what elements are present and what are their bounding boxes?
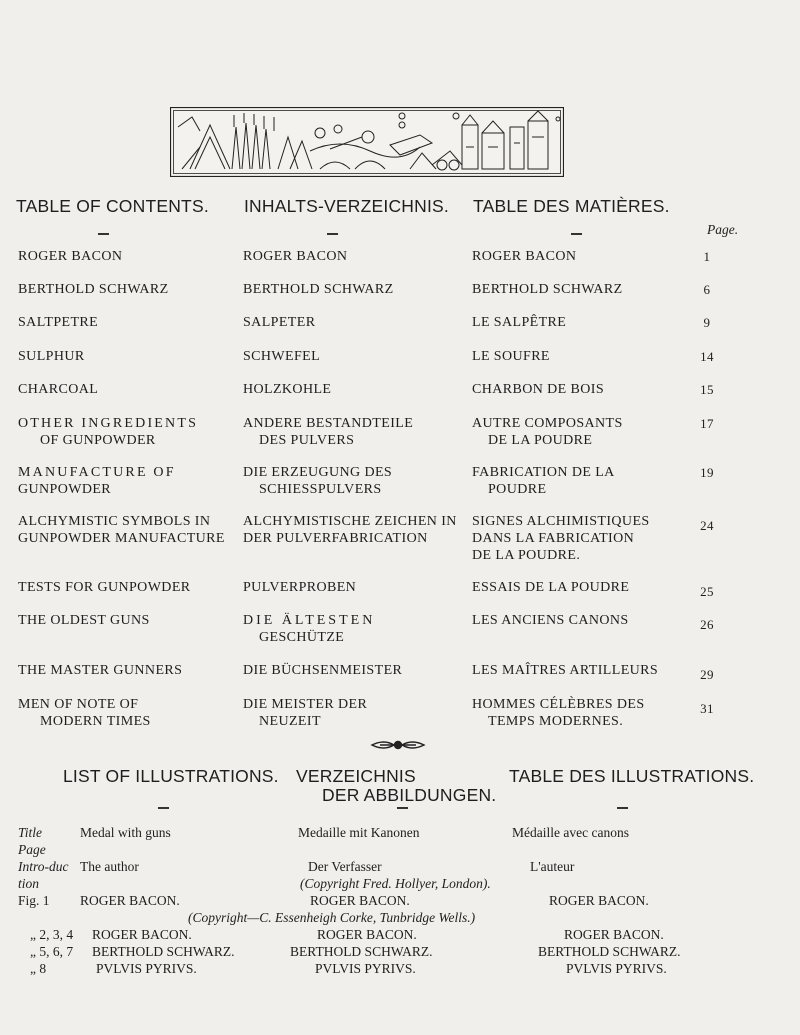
toc-entry-german <box>243 696 468 730</box>
illustration-caption-french: L'auteur <box>530 859 575 874</box>
illustrations-heading-german-line1: VERZEICHNIS <box>296 766 416 786</box>
toc-entry-german: PULVERPROBEN <box>243 580 357 595</box>
toc-entry-german <box>243 513 468 547</box>
illustration-caption-german: PVLVIS PYRIVS. <box>315 961 416 976</box>
battle-scene-engraving-icon <box>170 107 564 177</box>
illustration-caption-french: ROGER BACON. <box>564 927 664 942</box>
toc-page-number: 17 <box>700 416 714 431</box>
illustration-caption-german: BERTHOLD SCHWARZ. <box>290 944 433 959</box>
toc-entry-english <box>18 513 243 547</box>
line: DER PULVERFABRICATION <box>243 531 428 546</box>
toc-page-number: 19 <box>700 465 714 480</box>
illustration-reference: „ 2, 3, 4 <box>30 927 74 942</box>
illustration-caption-english: Medal with guns <box>80 825 171 840</box>
illustration-reference: Intro-duction <box>18 859 69 891</box>
fleuron-ornament-icon <box>370 738 426 752</box>
toc-entry-english: CHARCOAL <box>18 382 99 397</box>
toc-entry-english <box>18 415 243 449</box>
illustration-reference: „ 5, 6, 7 <box>30 944 74 959</box>
illustration-caption-french: PVLVIS PYRIVS. <box>566 961 667 976</box>
illustration-caption-french: ROGER BACON. <box>549 893 649 908</box>
illustrations-heading-french: TABLE DES ILLUSTRATIONS. <box>509 766 755 786</box>
toc-entry-french: ROGER BACON <box>472 249 577 264</box>
illustration-reference: Fig. 1 <box>18 893 50 908</box>
toc-entry-french: LE SALPÊTRE <box>472 315 567 330</box>
toc-entry-german <box>243 415 468 449</box>
illustration-caption-french: Médaille avec canons <box>512 825 629 840</box>
line: NEUZEIT <box>259 714 321 729</box>
toc-page-number: 25 <box>700 584 714 599</box>
line: FABRICATION DE LA <box>472 465 615 480</box>
illustration-caption-german: Medaille mit Kanonen <box>298 825 420 840</box>
divider <box>158 807 169 809</box>
toc-entry-german: ROGER BACON <box>243 249 348 264</box>
line: AUTRE COMPOSANTS <box>472 416 623 431</box>
divider <box>617 807 628 809</box>
toc-page-number: 1 <box>703 249 711 264</box>
line: DIE ERZEUGUNG DES <box>243 465 393 480</box>
line: DIE MEISTER DER <box>243 697 368 712</box>
toc-page-number: 6 <box>703 282 711 297</box>
illustration-caption-english: PVLVIS PYRIVS. <box>96 961 197 976</box>
toc-entry-english: THE OLDEST GUNS <box>18 613 150 628</box>
line: MANUFACTURE OF <box>18 465 176 480</box>
illustration-caption-english: BERTHOLD SCHWARZ. <box>92 944 235 959</box>
illustration-reference: „ 8 <box>30 961 47 976</box>
line: GUNPOWDER MANUFACTURE <box>18 531 225 546</box>
toc-entry-german: HOLZKOHLE <box>243 382 332 397</box>
line: GUNPOWDER <box>18 482 112 497</box>
toc-page-number: 26 <box>700 617 714 632</box>
toc-entry-english <box>18 696 243 730</box>
toc-entry-german <box>243 464 468 498</box>
toc-page-number: 15 <box>700 382 714 397</box>
line: DES PULVERS <box>259 433 355 448</box>
toc-entry-german: BERTHOLD SCHWARZ <box>243 282 394 297</box>
illustration-caption-french: BERTHOLD SCHWARZ. <box>538 944 681 959</box>
line: MODERN TIMES <box>40 714 151 729</box>
toc-entry-french <box>472 415 692 449</box>
line: TEMPS MODERNES. <box>488 714 624 729</box>
illustration-caption-english: The author <box>80 859 139 874</box>
toc-entry-german: SCHWEFEL <box>243 349 321 364</box>
illustration-caption-german: ROGER BACON. <box>317 927 417 942</box>
toc-heading-french: TABLE DES MATIÈRES. <box>473 196 670 216</box>
line: DIE ÄLTESTEN <box>243 613 376 628</box>
toc-page-number: 24 <box>700 518 714 533</box>
illustrations-heading-german-line2: DER ABBILDUNGEN. <box>322 785 497 805</box>
line: GESCHÜTZE <box>259 630 345 645</box>
line: ANDERE BESTANDTEILE <box>243 416 414 431</box>
toc-entry-german <box>243 612 468 646</box>
toc-entry-french: ESSAIS DE LA POUDRE <box>472 580 630 595</box>
illustration-caption-german: ROGER BACON. <box>310 893 410 908</box>
illustration-caption-english: ROGER BACON. <box>80 893 180 908</box>
line: POUDRE <box>488 482 547 497</box>
divider <box>571 233 582 235</box>
illustration-caption-english: ROGER BACON. <box>92 927 192 942</box>
toc-heading-german: INHALTS-VERZEICHNIS. <box>244 196 449 216</box>
toc-entry-french <box>472 696 692 730</box>
fleuron-ornament <box>370 738 426 752</box>
illustrations-heading-english: LIST OF ILLUSTRATIONS. <box>63 766 279 786</box>
line: DE LA POUDRE. <box>472 548 581 563</box>
toc-page-number: 9 <box>703 315 711 330</box>
toc-entry-french: LES ANCIENS CANONS <box>472 613 629 628</box>
toc-page-number: 31 <box>700 701 714 716</box>
illustration-copyright-note: (Copyright—C. Essenheigh Corke, Tunbridge Wells.) <box>188 910 476 925</box>
line: SCHIESSPULVERS <box>259 482 382 497</box>
illustration-caption-german: Der Verfasser <box>308 859 382 874</box>
toc-entry-english: SULPHUR <box>18 349 85 364</box>
illustration-copyright-note: (Copyright Fred. Hollyer, London). <box>300 876 491 891</box>
divider <box>397 807 408 809</box>
toc-entry-french: LES MAÎTRES ARTILLEURS <box>472 663 659 678</box>
toc-entry-english: ROGER BACON <box>18 249 123 264</box>
line: DE LA POUDRE <box>488 433 593 448</box>
line: DANS LA FABRICATION <box>472 531 635 546</box>
line: ALCHYMISTISCHE ZEICHEN IN <box>243 514 457 529</box>
toc-page-number: 14 <box>700 349 714 364</box>
toc-entry-french <box>472 464 692 498</box>
toc-heading-english: TABLE OF CONTENTS. <box>16 196 209 216</box>
toc-entry-english: TESTS FOR GUNPOWDER <box>18 580 191 595</box>
line: ALCHYMISTIC SYMBOLS IN <box>18 514 211 529</box>
toc-entry-english <box>18 464 243 498</box>
line: SIGNES ALCHIMISTIQUES <box>472 514 650 529</box>
illustration-reference: Title Page <box>18 825 46 857</box>
toc-entry-french: CHARBON DE BOIS <box>472 382 605 397</box>
frontispiece-engraving <box>170 107 564 177</box>
line: MEN OF NOTE OF <box>18 697 139 712</box>
line: OTHER INGREDIENTS <box>18 416 199 431</box>
toc-entry-english: BERTHOLD SCHWARZ <box>18 282 169 297</box>
toc-entry-french <box>472 513 692 564</box>
toc-entry-french: LE SOUFRE <box>472 349 550 364</box>
page-column-heading: Page. <box>707 222 739 237</box>
line: OF GUNPOWDER <box>40 433 156 448</box>
divider <box>327 233 338 235</box>
toc-entry-german: DIE BÜCHSENMEISTER <box>243 663 403 678</box>
toc-entry-french: BERTHOLD SCHWARZ <box>472 282 623 297</box>
line: HOMMES CÉLÈBRES DES <box>472 697 645 712</box>
toc-entry-english: THE MASTER GUNNERS <box>18 663 183 678</box>
toc-entry-german: SALPETER <box>243 315 316 330</box>
divider <box>98 233 109 235</box>
toc-entry-english: SALTPETRE <box>18 315 99 330</box>
toc-page-number: 29 <box>700 667 714 682</box>
